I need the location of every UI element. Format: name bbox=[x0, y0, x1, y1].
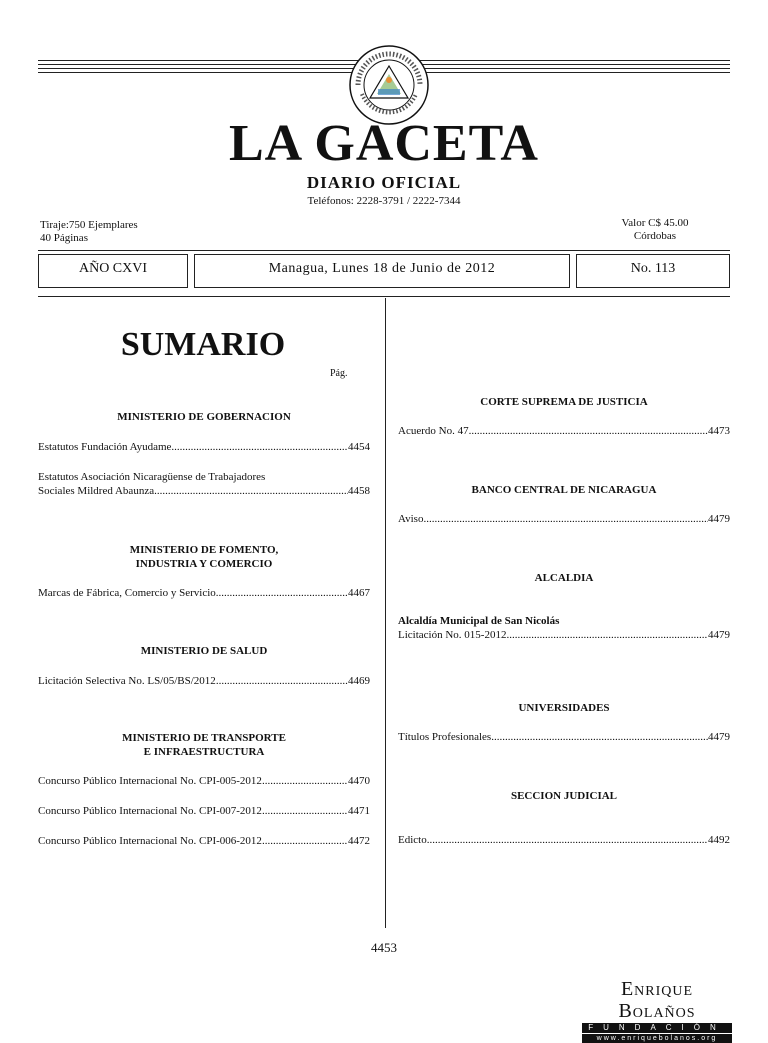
toc-entry-page: 4467 bbox=[348, 587, 370, 599]
toc-entry-text: Licitación Selectiva No. LS/05/BS/2012 bbox=[38, 675, 216, 687]
issue-date: Managua, Lunes 18 de Junio de 2012 bbox=[268, 261, 496, 276]
phone-numbers: Teléfonos: 2228-3791 / 2222-7344 bbox=[307, 195, 461, 207]
toc-entry-page: 4479 bbox=[708, 731, 730, 743]
sumario-heading: SUMARIO bbox=[120, 326, 286, 363]
toc-entry-page: 4479 bbox=[708, 629, 730, 641]
section-title: BANCO CENTRAL DE NICARAGUA bbox=[471, 484, 657, 496]
toc-entry-page: 4471 bbox=[348, 805, 370, 817]
page-count: 40 Páginas bbox=[40, 232, 88, 244]
toc-entry[interactable] bbox=[398, 628, 730, 642]
dot-leader bbox=[423, 512, 708, 526]
price-info bbox=[580, 217, 730, 243]
toc-entry[interactable] bbox=[38, 484, 370, 498]
circulation-info bbox=[40, 219, 138, 245]
toc-entry[interactable] bbox=[38, 774, 370, 788]
info-bar bbox=[38, 250, 730, 296]
toc-entry[interactable] bbox=[398, 424, 730, 438]
date-cell bbox=[194, 254, 570, 288]
toc-entry-text: Estatutos Fundación Ayudame bbox=[38, 441, 172, 453]
dot-leader bbox=[262, 804, 348, 818]
toc-entry[interactable] bbox=[398, 730, 730, 744]
toc-entry-text: Concurso Público Internacional No. CPI-005-2012 bbox=[38, 775, 262, 787]
toc-entry-text: Sociales Mildred Abaunza bbox=[38, 485, 155, 497]
logo-name: Enrique Bolaños bbox=[618, 978, 696, 1022]
foundation-logo bbox=[582, 978, 732, 1042]
section-title: CORTE SUPREMA DE JUSTICIA bbox=[480, 396, 648, 408]
toc-entry[interactable] bbox=[38, 440, 370, 454]
dot-leader bbox=[262, 834, 348, 848]
toc-entry[interactable] bbox=[38, 674, 370, 688]
newspaper-subtitle: DIARIO OFICIAL bbox=[306, 173, 462, 192]
toc-entry-text: Concurso Público Internacional No. CPI-007-2012 bbox=[38, 805, 262, 817]
dot-leader bbox=[427, 833, 708, 847]
toc-entry-line1: Estatutos Asociación Nicaragüense de Trabajadores bbox=[38, 471, 266, 483]
number-cell bbox=[576, 254, 730, 288]
toc-entry[interactable] bbox=[38, 586, 370, 600]
toc-entry-page: 4458 bbox=[348, 485, 370, 497]
dot-leader bbox=[469, 424, 708, 438]
section-title: MINISTERIO DE GOBERNACION bbox=[117, 411, 291, 423]
price-currency: Córdobas bbox=[633, 230, 677, 242]
toc-entry-text: Licitación No. 015-2012 bbox=[398, 629, 507, 641]
section-title: UNIVERSIDADES bbox=[518, 702, 610, 714]
section-title: MINISTERIO DE FOMENTO, bbox=[129, 544, 279, 556]
dot-leader bbox=[154, 484, 348, 498]
info-bar-rule bbox=[38, 296, 730, 297]
section-title: MINISTERIO DE SALUD bbox=[140, 645, 268, 657]
toc-entry-page: 4479 bbox=[708, 513, 730, 525]
page-number: 4453 bbox=[371, 940, 397, 955]
dot-leader bbox=[171, 440, 348, 454]
toc-entry-text: Aviso bbox=[398, 513, 424, 525]
toc-entry-text: Acuerdo No. 47 bbox=[398, 425, 469, 437]
toc-entry[interactable] bbox=[38, 804, 370, 818]
newspaper-title: LA GACETA bbox=[229, 115, 539, 172]
toc-entry[interactable] bbox=[38, 834, 370, 848]
section-title: ALCALDIA bbox=[534, 572, 594, 584]
toc-entry-text: Títulos Profesionales bbox=[398, 731, 492, 743]
toc-entry-page: 4469 bbox=[348, 675, 370, 687]
dot-leader bbox=[216, 674, 348, 688]
toc-entry-page: 4492 bbox=[708, 834, 730, 846]
price-value: Valor C$ 45.00 bbox=[621, 217, 689, 229]
toc-entry-page: 4472 bbox=[348, 835, 370, 847]
section-title: INDUSTRIA Y COMERCIO bbox=[135, 558, 273, 570]
toc-entry-page: 4470 bbox=[348, 775, 370, 787]
page-column-label: Pág. bbox=[330, 368, 348, 379]
logo-fundacion: FUNDACIÓN bbox=[582, 1023, 732, 1033]
circulation-copies: Tiraje:750 Ejemplares bbox=[40, 219, 138, 231]
dot-leader bbox=[262, 774, 348, 788]
section-title: MINISTERIO DE TRANSPORTE bbox=[122, 732, 286, 744]
toc-subheading: Alcaldía Municipal de San Nicolás bbox=[398, 615, 560, 627]
toc-entry[interactable] bbox=[398, 833, 730, 847]
column-divider bbox=[385, 298, 386, 928]
toc-entry-text: Edicto bbox=[398, 834, 427, 846]
dot-leader bbox=[491, 730, 708, 744]
toc-entry-page: 4473 bbox=[708, 425, 730, 437]
toc-entry[interactable] bbox=[398, 512, 730, 526]
toc-entry-text: Marcas de Fábrica, Comercio y Servicio bbox=[38, 587, 216, 599]
toc-entry-text: Concurso Público Internacional No. CPI-006-2012 bbox=[38, 835, 262, 847]
year-cell bbox=[38, 254, 188, 288]
national-seal-icon bbox=[348, 44, 430, 126]
toc-entry-page: 4454 bbox=[348, 441, 370, 453]
section-title: E INFRAESTRUCTURA bbox=[143, 746, 265, 758]
issue-number: No. 113 bbox=[630, 261, 676, 276]
logo-url: www.enriquebolanos.org bbox=[582, 1034, 732, 1043]
section-title: SECCION JUDICIAL bbox=[510, 790, 618, 802]
issue-year: AÑO CXVI bbox=[78, 261, 148, 276]
dot-leader bbox=[216, 586, 348, 600]
dot-leader bbox=[506, 628, 708, 642]
